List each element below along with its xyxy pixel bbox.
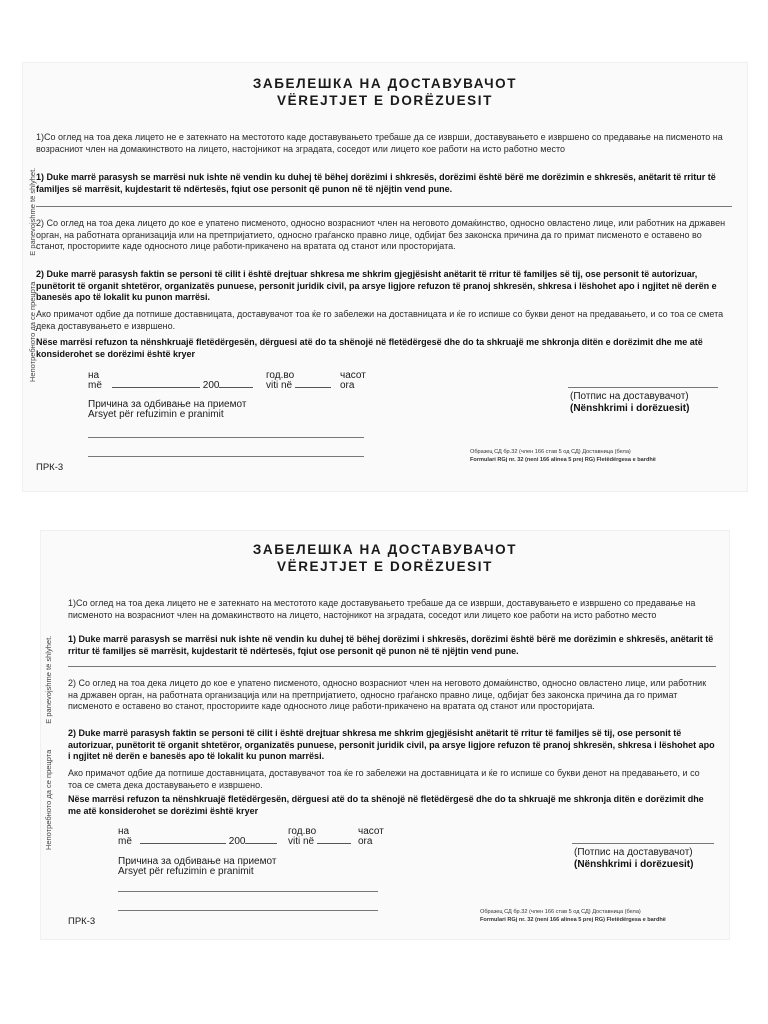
divider-line: [36, 206, 732, 207]
refusal-label-sq: Arsyet për refuzimin e pranimit: [118, 866, 254, 877]
paragraph-2-mk: 2) Со оглед на тоа дека лицето до кое е упатено писменото, односно возрасниот член на неговото домаќинство, односно овластено лице, или работник на државен орган, на работната организација или на претпријатието, односно граѓанско правно лице, одбијат без законска причина да го примат писменото е оставено во станот, просториите каде односното лице работи-прикачено на вратата од станот или просторијата.: [68, 678, 707, 712]
form-reference-sq: Formulari RGj nr. 32 (neni 166 alinea 5 prej RG) Fletëdërgesa e bardhë: [470, 457, 656, 463]
hour-label-mk: часот: [358, 826, 384, 837]
paragraph-3-mk: Ако примачот одбие да потпише доставницата, доставувачот тоа ќе го забележи на доставницата и ќе го испише со букви денот на предавањето, и со тоа се смета дека доставувањето е извршено.: [36, 309, 724, 331]
side-note-sq: E panevojshme të shlyhet.: [44, 635, 53, 724]
side-note-sq: E panevojshme të shlyhet.: [28, 167, 37, 256]
refusal-reason-line[interactable]: [88, 437, 364, 438]
side-note-mk: Непотребното да се прецрта: [28, 281, 37, 382]
paragraph-2-sq: 2) Duke marrë parasysh faktin se personi të cilit i është drejtuar shkresa me shkrim gjegjësisht anëtarit të rritur të familjes së tij, ose personit të autorizuar, punëtorit të organit shtetëror, organizatës punuese, personit juridik civil, pa arsye ligjore refuzon të pranoj shkresën, shkresa i lëshohet apo i ngjitet në derën e banesës apo të lokalit ku punon marrësi.: [68, 728, 715, 762]
year-prefix: 200: [202, 380, 220, 391]
signature-label-sq: (Nënshkrimi i dorëzuesit): [570, 403, 690, 414]
form-reference-sq: Formulari RGj nr. 32 (neni 166 alinea 5 prej RG) Fletëdërgesa e bardhë: [480, 917, 666, 923]
refusal-label-sq: Arsyet për refuzimin e pranimit: [88, 409, 224, 420]
form-sheet-upper: [22, 62, 748, 492]
refusal-reason-line[interactable]: [118, 910, 378, 911]
refusal-reason-line[interactable]: [118, 891, 378, 892]
year-prefix: 200: [228, 836, 246, 847]
year-field[interactable]: [288, 836, 351, 847]
date-label-na: на: [118, 826, 130, 837]
paragraph-3-sq: Nëse marrësi refuzon ta nënshkruajë fletëdërgesën, dërguesi atë do ta shënojë në fletëdërgesë dhe do ta shkruajë me shkronja ditën e dorëzimit dhe me atë konsiderohet se dorëzimi është kryer: [36, 337, 703, 359]
paragraph-3-mk: Ако примачот одбие да потпише доставницата, доставувачот тоа ќе го забележи на доставницата и ќе го испише со букви денот на предавањето, и со тоа се смета дека доставувањето е извршено.: [68, 768, 700, 790]
paragraph-2-sq: 2) Duke marrë parasysh faktin se personi të cilit i është drejtuar shkresa me shkrim gjegjësisht anëtarit të rritur të familjes së tij, ose personit të autorizuar, punëtorit të organit shtetëror, organizatës punuese, personit juridik civil, pa arsye ligjore refuzon të pranoj shkresën, shkresa i lëshohet apo i ngjitet në derën e banesës apo të lokalit ku punon marrësi.: [36, 269, 717, 303]
title-mk: ЗАБЕЛЕШКА НА ДОСТАВУВАЧОТ: [252, 542, 518, 557]
side-note-mk: Непотребното да се прецрта: [44, 749, 53, 850]
signature-line[interactable]: [572, 843, 714, 844]
form-code: ПРК-3: [36, 462, 64, 473]
paragraph-1-mk: 1)Со оглед на тоа дека лицето не е затекнато на местотото каде доставувањето требаше да се изврши, доставувањето е извршено со предавање на писмeното на возрасниот член на домакинството на лицето, настојникот на зградата, соседот или лицето кое работи на исто работно место: [68, 598, 696, 620]
paragraph-3-sq: Nëse marrësi refuzon ta nënshkruajë fletëdërgesën, dërguesi atë do ta shënojë në fletëdërgesë dhe do ta shkruajë me shkronja ditën e dorëzimit dhe me atë konsiderohet se dorëzimi është kryer: [68, 794, 704, 816]
paragraph-2-mk: 2) Со оглед на тоа дека лицето до кое е упатено писменото, односно возрасниот член на неговото домаќинство, односно овластено лице, или работник на државен орган, на работната организација или на претпријатието, односно граѓанско правно лице, одбијат без законска причина да го примат писменото е оставено во станот, просториите каде односното лице работи-прикачено на вратата од станот или просторијата.: [36, 218, 726, 252]
date-label-me: më: [88, 380, 102, 391]
signature-label-mk: (Потпис на доставувачот): [574, 847, 693, 858]
side-note: [44, 636, 53, 850]
signature-line[interactable]: [568, 387, 718, 388]
signature-label-sq: (Nënshkrimi i dorëzuesit): [574, 859, 694, 870]
refusal-reason-line[interactable]: [88, 456, 364, 457]
signature-label-mk: (Потпис на доставувачот): [570, 391, 689, 402]
form-code: ПРК-3: [68, 916, 96, 927]
title-sq: VËREJTJET E DORËZUESIT: [277, 93, 493, 108]
hour-label-mk: часот: [340, 370, 366, 381]
hour-label-sq: ora: [358, 836, 373, 847]
hour-label-sq: ora: [340, 380, 355, 391]
form-reference-mk: Образец СД бр.32 (член 166 став 5 од СД) Доставница (бела): [480, 909, 641, 915]
date-field[interactable]: [112, 380, 253, 391]
date-field[interactable]: [140, 836, 277, 847]
paragraph-1-mk: 1)Со оглед на тоа дека лицето не е затекнато на местотото каде доставувањето требаше да се изврши, доставувањето е извршено со предавање на писмeното на возрасниот член на домакинството на лицето, настојникот на зградата, соседот или лицето кое работи на исто работно место: [36, 132, 723, 154]
date-label-na: на: [88, 370, 100, 381]
title-sq: VËREJTJET E DORËZUESIT: [277, 559, 493, 574]
year-label-mk: год.во: [266, 370, 295, 381]
refusal-label-mk: Причина за одбивање на приемот: [118, 856, 277, 867]
paragraph-1-sq: 1) Duke marrë parasysh se marrësi nuk ishte në vendin ku duhej të bëhej dorëzimi i shkresës, dorëzimi është bërë me dorëzimin e shkresës, anëtarit të rritur të familjes së marrësit, kujdestarit të ndërtesës, fqiut ose personit që punon në të njëjtin vend pune.: [68, 634, 714, 656]
divider-line: [68, 666, 716, 667]
date-label-me: më: [118, 836, 132, 847]
form-reference-mk: Образец СД бр.32 (член 166 став 5 од СД) Доставница (бела): [470, 449, 631, 455]
paragraph-1-sq: 1) Duke marrë parasysh se marrësi nuk ishte në vendin ku duhej të bëhej dorëzimi i shkresës, dorëzimi është bërë me dorëzimin e shkresës, anëtarit të rritur të familjes së marrësit, kujdestarit të ndërtesës, fqiut ose personit që punon në të njëjtin vend pune.: [36, 172, 716, 194]
form-sheet-lower: [40, 530, 730, 940]
year-label-sq: viti në: [266, 380, 293, 391]
title-mk: ЗАБЕЛЕШКА НА ДОСТАВУВАЧОТ: [252, 76, 518, 91]
refusal-label-mk: Причина за одбивање на приемот: [88, 399, 247, 410]
year-label-sq: viti në: [288, 836, 315, 847]
year-field[interactable]: [266, 380, 331, 391]
year-label-mk: год.во: [288, 826, 317, 837]
